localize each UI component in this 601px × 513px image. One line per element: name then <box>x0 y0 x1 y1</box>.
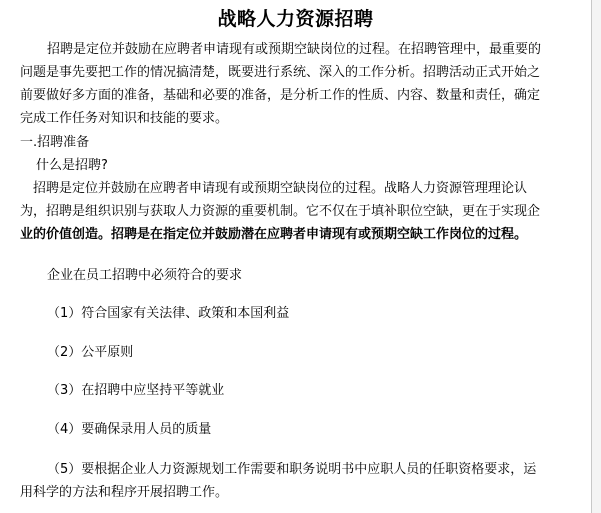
requirements-heading: 企业在员工招聘中必须符合的要求 <box>47 268 243 283</box>
section-heading: 一.招聘准备 <box>20 135 90 150</box>
document-title: 战略人力资源招聘 <box>217 8 374 30</box>
definition-line: 为，招聘是组织识别与获取人力资源的重要机制。它不仅在于填补职位空缺，更在于实现企 <box>20 204 541 219</box>
requirement-item: （1）符合国家有关法律、政策和本国利益 <box>47 306 290 321</box>
intro-line: 前要做好多方面的准备，基础和必要的准备，是分析工作的性质、内容、数量和责任，确定 <box>20 88 541 103</box>
requirement-item: （5）要根据企业人力资源规划工作需要和职务说明书中应职人员的任职资格要求，运 <box>47 462 537 477</box>
definition-line: 业的价值创造。招聘是在指定位并鼓励潜在应聘者申请现有或预期空缺工作岗位的过程。 <box>20 227 528 242</box>
requirement-item: （2）公平原则 <box>47 345 134 360</box>
page-gutter <box>592 0 601 513</box>
intro-line: 完成工作任务对知识和技能的要求。 <box>20 111 229 126</box>
requirement-item: （4）要确保录用人员的质量 <box>47 422 212 437</box>
requirement-item-continuation: 用科学的方法和程序开展招聘工作。 <box>20 485 229 500</box>
definition-line: 招聘是定位并鼓励在应聘者申请现有或预期空缺岗位的过程。战略人力资源管理理论认 <box>33 181 528 196</box>
requirement-item: （3）在招聘中应坚持平等就业 <box>47 383 225 398</box>
intro-line: 问题是事先要把工作的情况搞清楚，既要进行系统、深入的工作分析。招聘活动正式开始之 <box>20 65 541 80</box>
question-heading: 什么是招聘? <box>36 158 108 173</box>
intro-line: 招聘是定位并鼓励在应聘者申请现有或预期空缺岗位的过程。在招聘管理中，最重要的 <box>47 42 542 57</box>
